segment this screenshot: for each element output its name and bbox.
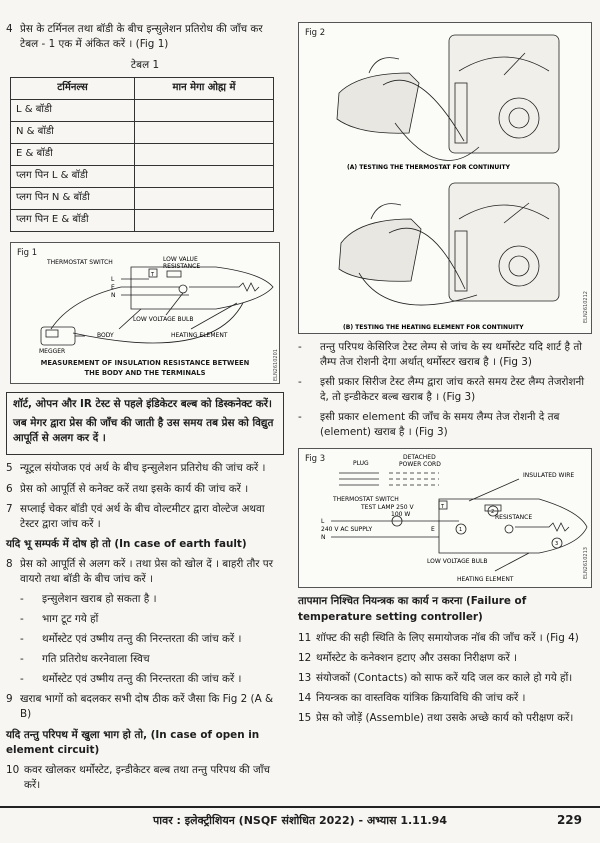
column-header: मान मेगा ओह्म में: [135, 78, 274, 100]
heating-element-pointer: [191, 303, 237, 329]
fig1-low-value-resistance-label: LOW VALUE RESISTANCE: [163, 256, 201, 271]
bullet-item: [20, 632, 284, 647]
note-line-1: शॉर्ट, ओपन और IR टेस्ट से पहले इंडिकेटर बल्ब को डिस्कनेक्ट करें।: [13, 398, 272, 411]
dash-text: इसी प्रकार element की जाँच के समय लैम्प तेज रोशनी दे तब (element) खराब है । (Fig 3): [320, 411, 560, 439]
bullet-text: थर्मोस्टेट एवं उष्मीय तन्तु की निरन्तरता की जांच करें ।: [42, 633, 242, 646]
dash-icon: -: [298, 411, 302, 424]
dash-icon: -: [20, 653, 24, 666]
step-number: 12: [298, 651, 312, 664]
table-caption: टेबल 1: [130, 59, 160, 72]
table-cell: E & बॉडी: [11, 144, 135, 166]
fig1-low-voltage-bulb-label: LOW VOLTAGE BULB: [133, 316, 194, 324]
fig3-insulated-wire-label: INSULATED WIRE: [523, 472, 575, 480]
step-8: [6, 557, 284, 587]
fig1-n-label: N: [111, 292, 116, 300]
dash-item: [298, 375, 594, 405]
fig2-caption-a: (A) TESTING THE THERMOSTAT FOR CONTINUITY: [347, 164, 510, 171]
figure-label: Fig 3: [305, 454, 326, 465]
table-row: [11, 122, 274, 144]
dash-icon: -: [298, 341, 302, 353]
step-number: 11: [298, 631, 312, 644]
step-number: 10: [6, 763, 20, 776]
iron-a-icon: [337, 73, 419, 133]
table-row: [11, 166, 274, 188]
dash-icon: -: [20, 633, 24, 646]
dash-icon: -: [298, 376, 302, 389]
dash-item: [298, 340, 594, 370]
step-text: न्यूट्रल संयोजक एवं अर्थ के बीच इन्सुलेशन प्रतिरोध की जांच करें ।: [20, 462, 266, 475]
iron-a-handle: [369, 58, 399, 73]
step-text: कवर खोलकर थर्मोस्टेट, इन्डीकेटर बल्ब तथा तन्तु परिपथ की जाँच करें।: [24, 763, 271, 791]
step-number: 6: [6, 482, 13, 495]
table-cell-empty: [135, 188, 274, 210]
column-header: टर्मिनल्स: [11, 78, 135, 100]
step-7: [6, 502, 284, 532]
fig1-caption-line: MEASUREMENT OF INSULATION RESISTANCE BETWEEN: [40, 359, 250, 368]
bulb-pointer: [166, 293, 183, 315]
fig1-t-label: T: [151, 272, 155, 279]
heating-element-pointer: [495, 553, 529, 571]
step-text: प्रेस को आपूर्ति से कनेक्ट करें तथा इसके कार्य की जांच करें ।: [20, 482, 249, 495]
step-text: प्रेस के टर्मिनल तथा बॉडी के बीच इन्सुलेशन प्रतिरोध की जाँच कर टेबल - 1 एक में अंकित करें । (Fig 1): [20, 23, 263, 51]
left-column: [6, 22, 284, 798]
bullet-item: [20, 612, 284, 627]
table-row: [11, 100, 274, 122]
fig3-terminal-3-number: 3: [555, 541, 559, 548]
table-row: [11, 144, 274, 166]
step-11: [298, 631, 594, 646]
table-cell-empty: [135, 100, 274, 122]
fig3-element-symbol: [515, 523, 569, 531]
open-element-heading: यदि तन्तु परिपथ में खुला भाग हो तो, (In case of open in element circuit): [6, 728, 260, 756]
fig1-heating-element-label: HEATING ELEMENT: [171, 332, 228, 340]
step-text: शॉफ्ट की सही स्थिति के लिए समायोजक नॉब की जाँच करें । (Fig 4): [316, 631, 579, 644]
megger-dial-icon: [46, 330, 58, 337]
step-text: थर्मोस्टेट के कनेक्शन हटाए और उसका निरीक्षण करें ।: [316, 651, 518, 664]
fig1-e-label: E: [111, 284, 115, 292]
fig3-thermostat-switch-label: THERMOSTAT SWITCH: [333, 496, 399, 504]
fig3-test-lamp-label: TEST LAMP 250 V 100 W: [361, 504, 414, 519]
fig3-terminal-2-number: 2: [491, 509, 495, 516]
figure-label: Fig 1: [17, 248, 38, 259]
step-10: [6, 763, 284, 793]
figure-3: [298, 448, 592, 588]
fig3-n-label: N: [321, 534, 326, 542]
bullet-item: [20, 672, 284, 687]
fig3-code: ELN2610213: [583, 547, 589, 580]
table-cell: N & बॉडी: [11, 122, 135, 144]
step-text: सप्लाई चेकर बॉडी एवं अर्थ के बीच वोल्टमीटर द्वारा वोल्टेज अथवा टेस्टर द्वारा जांच करें ।: [20, 502, 265, 530]
fig2-caption-b: (B) TESTING THE HEATING ELEMENT FOR CONTINUITY: [343, 324, 524, 331]
step-15: [298, 711, 594, 726]
step-5: [6, 461, 284, 476]
insulated-wire-pointer: [469, 479, 519, 501]
step-number: 13: [298, 671, 312, 684]
step-number: 14: [298, 691, 312, 704]
table-cell: प्लग पिन E & बॉडी: [11, 210, 135, 232]
bullet-item: [20, 652, 284, 667]
dash-icon: -: [20, 613, 24, 626]
fig3-supply-label: 240 V AC SUPPLY: [321, 526, 373, 534]
table-cell-empty: [135, 144, 274, 166]
step-text: संयोजकों (Contacts) को साफ करें यदि जल कर काले हो गये हों।: [316, 671, 573, 684]
fig1-body-label: BODY: [97, 332, 114, 340]
earth-fault-heading: यदि भू सम्पर्क में दोष हो तो (In case of earth fault): [6, 537, 247, 550]
fig3-resistance-label: RESISTANCE: [495, 514, 533, 522]
footer-text: पावर : इलेक्ट्रीशियन (NSQF संशोधित 2022) - अभ्यास 1.11.94: [153, 814, 447, 828]
dash-list: [298, 340, 594, 440]
step-number: 7: [6, 502, 13, 515]
failure-heading: तापमान निश्चित नियन्त्रक का कार्य न करना (Failure of temperature setting controller): [298, 595, 527, 623]
table-cell-empty: [135, 166, 274, 188]
fig1-l-label: L: [111, 276, 115, 284]
step-text: नियन्त्रक का वास्तविक यांत्रिक क्रियाविधि की जांच करें ।: [316, 691, 526, 704]
step-13: [298, 671, 594, 686]
table-cell: प्लग पिन L & बॉडी: [11, 166, 135, 188]
page-footer: [0, 806, 600, 834]
right-column: [298, 22, 594, 731]
bulb-symbol: [179, 285, 187, 293]
table-cell-empty: [135, 122, 274, 144]
step-text: प्रेस को आपूर्ति से अलग करें । तथा प्रेस को खोल दें । बाहरी तौर पर वायरो तथा बॉडी के बीच जांच करें ।: [20, 557, 273, 585]
dash-icon: -: [20, 593, 24, 606]
fig1-thermostat-switch-label: THERMOSTAT SWITCH: [47, 259, 113, 267]
step-4: [6, 22, 284, 52]
step-number: 15: [298, 711, 312, 724]
step-text: प्रेस को जोड़ें (Assemble) तथा उसके अच्छे कार्य को परीक्षण करें।: [316, 711, 574, 724]
fig3-e-label: E: [431, 526, 435, 534]
fig1-caption: [11, 359, 279, 379]
page-number: 229: [556, 813, 582, 827]
bullet-text: गति प्रतिरोध करनेवाला स्विच: [42, 653, 150, 666]
iron-b-handle: [371, 204, 401, 219]
step-14: [298, 691, 594, 706]
fig3-iron-outline: [439, 499, 587, 553]
fig1-caption-line: THE BODY AND THE TERMINALS: [84, 369, 206, 378]
table-header-row: [11, 78, 274, 100]
dash-item: [298, 410, 594, 440]
dash-text: इसी प्रकार सिरीज टेस्ट लैम्प द्वारा जांच करते समय टेस्ट लैम्प तेजरोशनी दे, तो इन्डीकेटर बल्ब खराब है । (Fig 3): [320, 376, 585, 404]
fig3-heating-element-label: HEATING ELEMENT: [457, 576, 514, 584]
step-6: [6, 482, 284, 497]
note-box: [6, 392, 284, 455]
fig3-terminal-1-number: 1: [459, 527, 463, 534]
step-number: 9: [6, 693, 13, 706]
table-row: [11, 210, 274, 232]
step-12: [298, 651, 594, 666]
dash-icon: -: [20, 673, 24, 686]
step-9: [6, 692, 284, 722]
table-cell-empty: [135, 210, 274, 232]
note-line-2: जब मेगर द्वारा प्रेस की जाँच की जाती है उस समय तब प्रेस को विद्युत आपूर्ति से अलग कर दें ।: [13, 417, 274, 445]
bullet-text: इन्सुलेशन खराब हो सकता है ।: [42, 593, 157, 606]
fig3-low-voltage-bulb-label: LOW VOLTAGE BULB: [427, 558, 488, 566]
fig3-t-label: T: [441, 504, 445, 511]
step-text: खराब भागों को बदलकर सभी दोष ठीक करें जैसा कि Fig 2 (A & B): [20, 693, 274, 721]
bullet-text: थर्मोस्टेट एवं उष्मीय तन्तु की निरन्तरता की जांच करें ।: [42, 673, 242, 686]
fig3-bulb-symbol: [505, 525, 513, 533]
fig1-megger-label: MEGGER: [39, 348, 66, 356]
multimeter-b-icon: [449, 183, 559, 301]
bullet-text: भाग टूट गये हों: [42, 613, 99, 626]
step-number: 4: [6, 23, 13, 35]
fig3-diagram: [299, 449, 593, 589]
table-row: [11, 188, 274, 210]
table-cell: L & बॉडी: [11, 100, 135, 122]
dash-text: तन्तु परिपथ केसिरिज टेस्ट लेम्प से जांच के स्य थर्मोस्टेट यदि शार्ट है तो लैम्प तेज रोशनी देगा अर्थात् थर्मोस्टर खराब है । (Fig 3): [320, 341, 582, 369]
figure-label: Fig 2: [305, 28, 326, 38]
insulation-table: [10, 77, 274, 232]
fig3-l-label: L: [321, 518, 325, 526]
heating-element-symbol: [189, 283, 259, 291]
figure-2: [298, 22, 592, 334]
figure-1: [10, 242, 280, 384]
resistor-symbol: [167, 271, 181, 277]
fig3-plug-label: PLUG: [353, 460, 369, 468]
multimeter-a-icon: [449, 35, 559, 153]
fig3-detached-cord-label: DETACHED POWER CORD: [399, 454, 441, 469]
table-cell: प्लग पिन N & बॉडी: [11, 188, 135, 210]
fig2-diagram: [299, 23, 593, 335]
bullet-item: [20, 592, 284, 607]
step-number: 5: [6, 462, 13, 475]
step-number: 8: [6, 557, 13, 570]
fig2-code: ELN2610212: [583, 291, 589, 323]
fig1-code: ELN2610201: [273, 349, 279, 382]
